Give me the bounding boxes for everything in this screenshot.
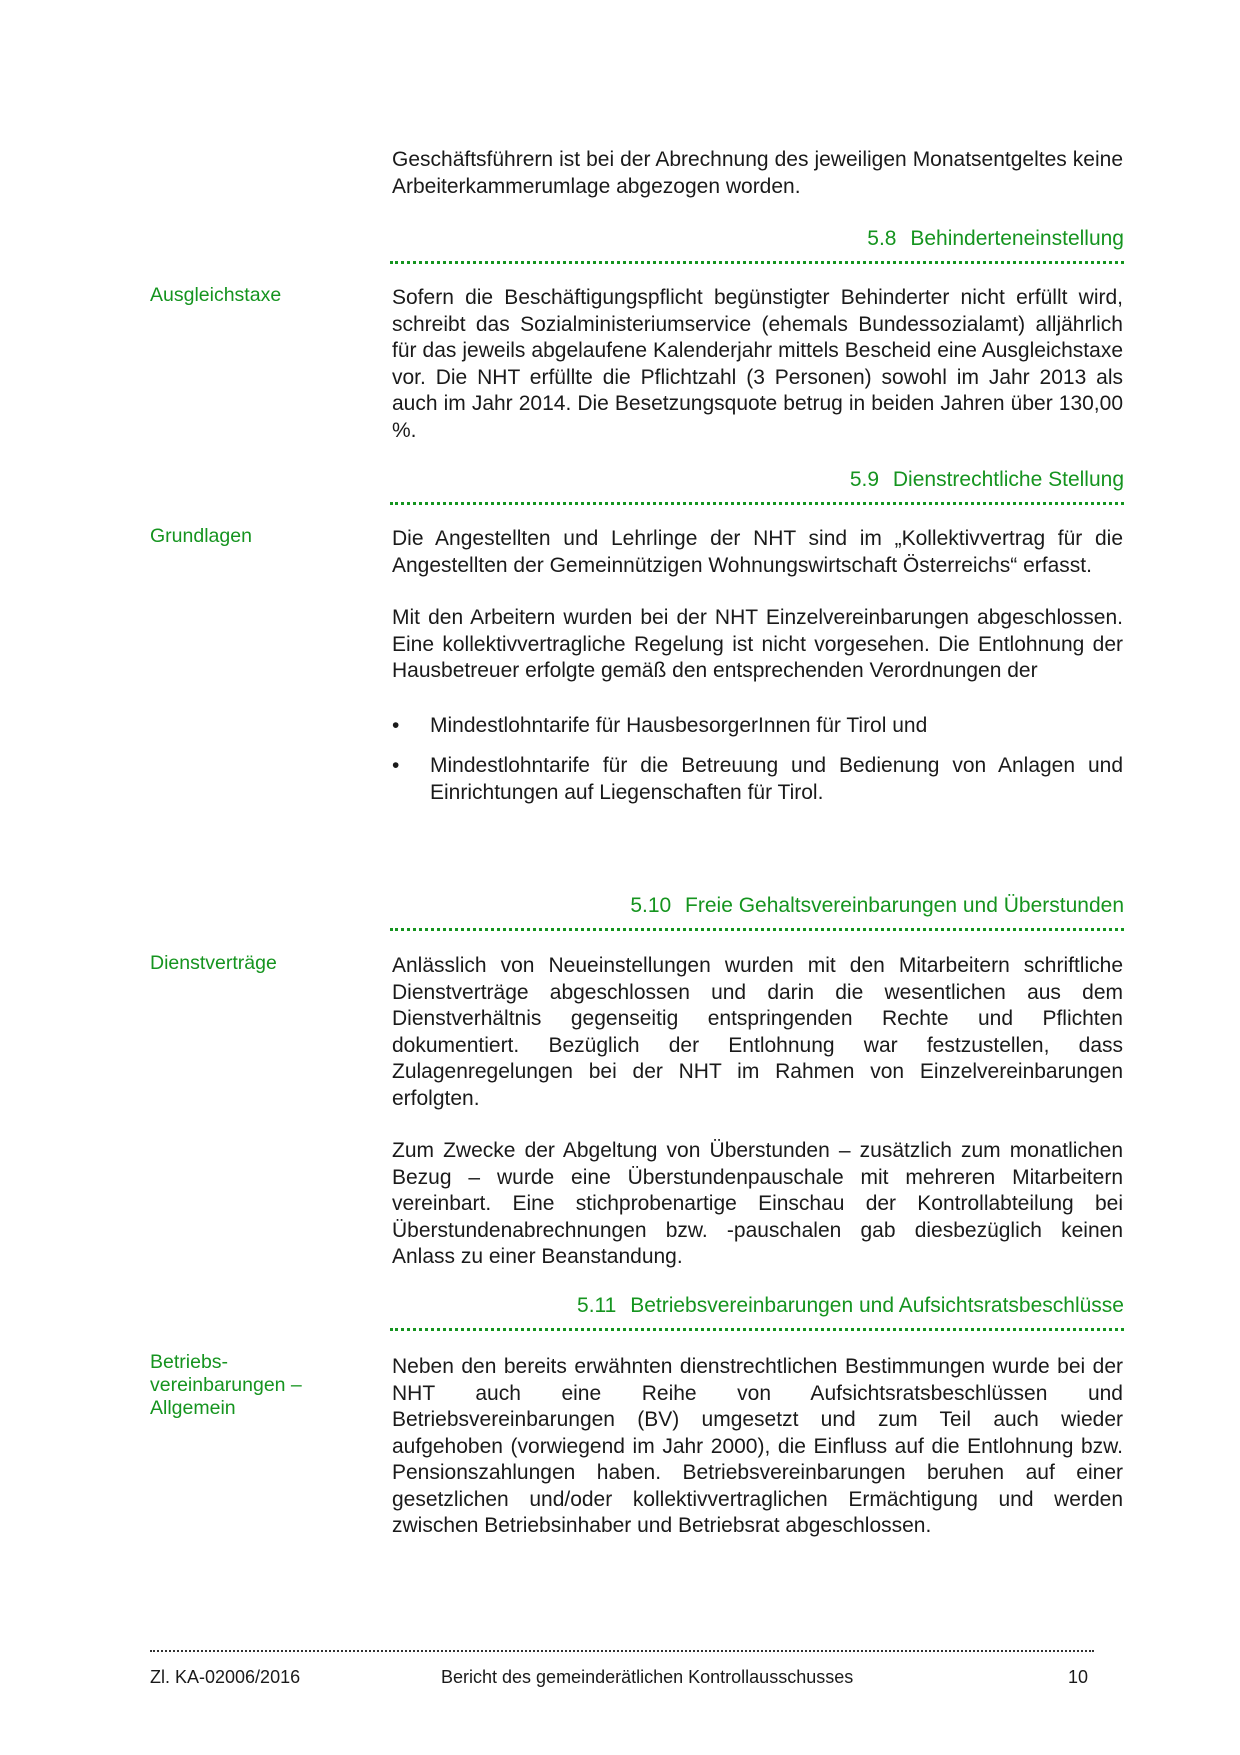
intro-paragraph xyxy=(392,147,1123,200)
list-item-text: Mindestlohntarife für HausbesorgerInnen für Tirol und xyxy=(430,713,928,737)
paragraph: Die Angestellten und Lehrlinge der NHT sind im „Kollektivvertrag für die Angestellten der Gemeinnützigen Wohnungswirtschaft Österreichs“ erfasst. xyxy=(392,527,1123,577)
section-body-5-11 xyxy=(392,1354,1123,1540)
bullet-icon: • xyxy=(392,754,400,777)
section-title: Behinderteneinstellung xyxy=(910,227,1124,250)
page-number: 10 xyxy=(1068,1667,1089,1687)
section-number: 5.8 xyxy=(867,227,897,250)
bullet-icon: • xyxy=(392,713,400,737)
paragraph: Mit den Arbeitern wurden bei der NHT Einzelvereinbarungen abgeschlossen. Eine kollektivvertragliche Regelung ist nicht vorgesehen. Die Entlohnung der Hausbetreuer erfolgte gemäß den entsprechenden Verordnungen der xyxy=(392,606,1123,682)
list-item xyxy=(392,713,1123,740)
list-item xyxy=(392,753,1123,806)
margin-label-dienstvertraege: Dienstverträge xyxy=(150,952,277,974)
margin-label-betriebsvereinbarungen xyxy=(150,1351,350,1420)
margin-label-line: Betriebs- xyxy=(150,1351,229,1373)
section-body-5-10 xyxy=(392,953,1123,1271)
section-heading-5-9 xyxy=(390,467,1124,505)
margin-label-ausgleichstaxe: Ausgleichstaxe xyxy=(150,284,282,306)
section-body-5-8 xyxy=(392,285,1123,444)
paragraph: Zum Zwecke der Abgeltung von Überstunden – zusätzlich zum monatlichen Bezug – wurde eine Überstundenpauschale mit mehreren Mitarbeitern vereinbart. Eine stichprobenartige Einschau der Kontrollabteilung bei Überstundenabrechnungen bzw. -pauschalen gab diesbezüglich keinen Anlass zu einer Beanstandung. xyxy=(392,1139,1123,1268)
paragraph: Sofern die Beschäftigungspflicht begünstigter Behinderter nicht erfüllt wird, schreibt das Sozialministeriumservice (ehemals Bundessozialamt) alljährlich für das jeweils abgelaufene Kalenderjahr mittels Bescheid eine Ausgleichstaxe vor. Die NHT erfüllte die Pflichtzahl (3 Personen) sowohl im Jahr 2013 als auch im Jahr 2014. Die Besetzungsquote betrug in beiden Jahren über 130,00 %. xyxy=(392,286,1123,442)
section-number: 5.9 xyxy=(849,468,880,491)
paragraph: Neben den bereits erwähnten dienstrechtlichen Bestimmungen wurde bei der NHT auch eine Reihe von Aufsichtsratsbeschlüssen und Betriebsvereinbarungen (BV) umgesetzt und zum Teil auch wieder aufgehoben (vorwiegend im Jahr 2000), die Einfluss auf die Entlohnung bzw. Pensionszahlungen haben. Betriebsvereinbarungen beruhen auf einer gesetzlichen und/oder kollektivvertraglichen Ermächtigung und werden zwischen Betriebsinhaber und Betriebsrat abgeschlossen. xyxy=(392,1355,1123,1537)
paragraph: Anlässlich von Neueinstellungen wurden mit den Mitarbeitern schriftliche Dienstverträge abgeschlossen und darin die wesentlichen aus dem Dienstverhältnis gegenseitig entspringenden Rechte und Pflichten dokumentiert. Bezüglich der Entlohnung war festzustellen, dass Zulagenregelungen bei der NHT im Rahmen von Einzelvereinbarungen erfolgten. xyxy=(392,954,1123,1110)
section-heading-5-10 xyxy=(390,893,1124,931)
section-number: 5.10 xyxy=(630,894,672,917)
list-item-text: Mindestlohntarife für die Betreuung und Bedienung von Anlagen und Einrichtungen auf Liegenschaften für Tirol. xyxy=(430,754,1123,804)
section-body-5-9 xyxy=(392,526,1123,806)
section-number: 5.11 xyxy=(577,1294,617,1317)
paragraph: Geschäftsführern ist bei der Abrechnung des jeweiligen Monatsentgeltes keine Arbeiterkammerumlage abgezogen worden. xyxy=(392,148,1123,198)
section-heading-5-8 xyxy=(390,226,1124,264)
footer-divider xyxy=(150,1650,1094,1652)
footer-title: Bericht des gemeinderätlichen Kontrollausschusses xyxy=(441,1667,854,1687)
section-title: Dienstrechtliche Stellung xyxy=(892,468,1124,491)
margin-label-grundlagen: Grundlagen xyxy=(150,525,252,547)
section-title: Freie Gehaltsvereinbarungen und Überstunden xyxy=(685,894,1124,917)
bullet-list xyxy=(392,713,1123,807)
footer-reference: Zl. KA-02006/2016 xyxy=(150,1667,301,1687)
section-heading-5-11 xyxy=(390,1293,1124,1331)
margin-label-line: vereinbarungen – xyxy=(150,1374,302,1396)
margin-label-line: Allgemein xyxy=(150,1397,236,1419)
section-title: Betriebsvereinbarungen und Aufsichtsratsbeschlüsse xyxy=(630,1294,1124,1317)
